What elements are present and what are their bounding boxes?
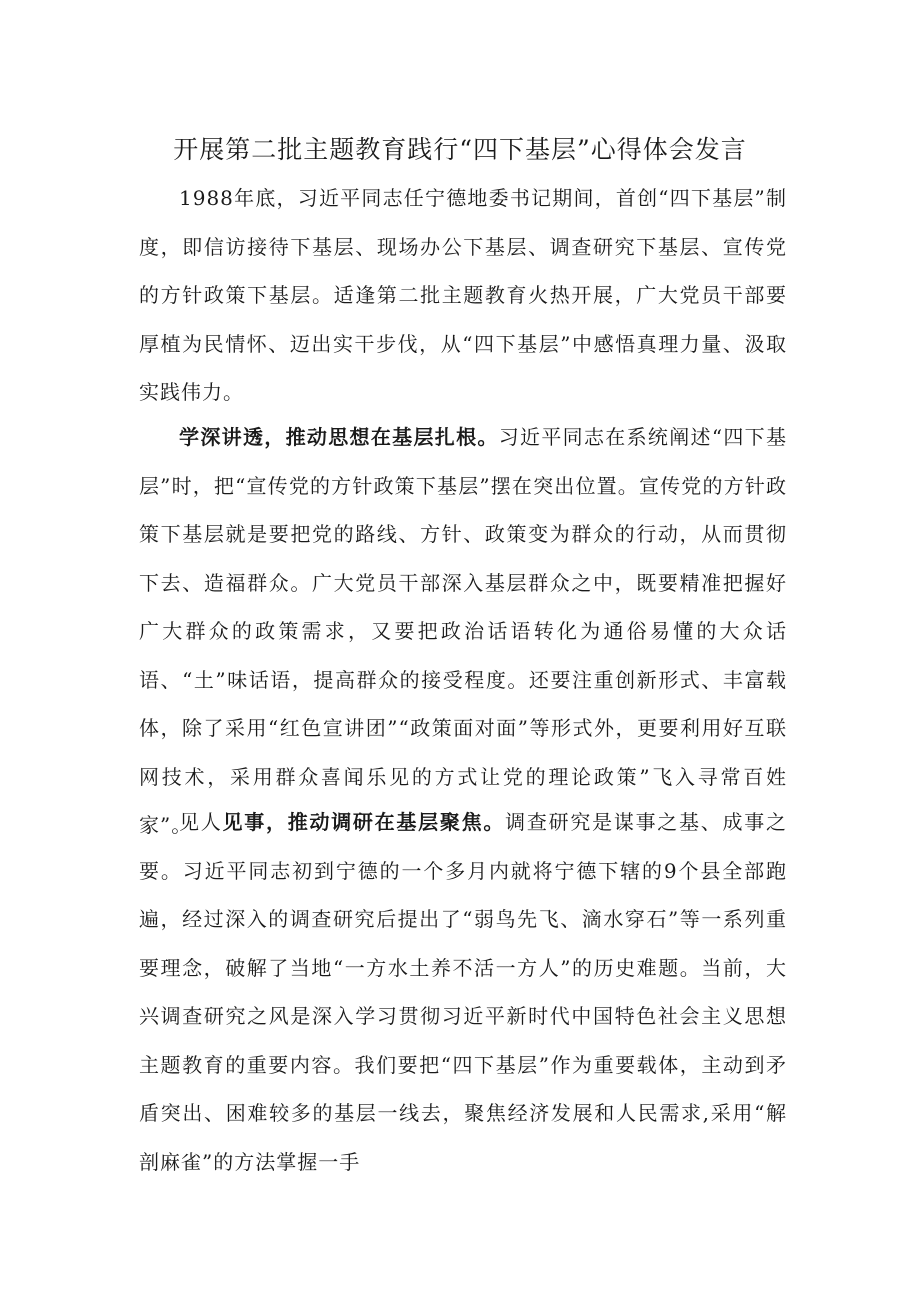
paragraph-study-heading: 学深讲透，推动思想在基层扎根。 (179, 425, 499, 449)
paragraph-study (139, 413, 787, 850)
document-title: 开展第二批主题教育践行“四下基层”心得体会发言 (173, 135, 747, 164)
paragraph-intro-body: 1988年底，习近平同志任宁德地委书记期间，首创“四下基层”制度，即信访接待下基层、现场办公下基层、调查研究下基层、宣传党的方针政策下基层。适逢第二批主题教育火热开展，广大党员干部要厚植为民情怀、迈出实干步伐，从“四下基层”中感悟真理力量、汲取实践伟力。 (139, 186, 787, 404)
paragraph-research (139, 798, 787, 1186)
paragraph-research-prefix: 见人 (179, 810, 223, 834)
paragraph-research-body: 调查研究是谋事之基、成事之要。习近平同志初到宁德的一个多月内就将宁德下辖的9个县全部跑遍，经过深入的调查研究后提出了“弱鸟先飞、滴水穿石”等一系列重要理念，破解了当地“一方水土养不活一方人”的历史难题。当前，大兴调查研究之风是深入学习贯彻习近平新时代中国特色社会主义思想主题教育的重要内容。我们要把“四下基层”作为重要载体，主动到矛盾突出、困难较多的基层一线去，聚焦经济发展和人民需求,采用“解剖麻雀”的方法掌握一手 (139, 810, 788, 1174)
paragraph-research-heading: 见事，推动调研在基层聚焦。 (222, 810, 506, 834)
paragraph-study-body: 习近平同志在系统阐述“四下基层”时，把“宣传党的方针政策下基层”摆在突出位置。宣传党的方针政策下基层就是要把党的路线、方针、政策变为群众的行动，从而贯彻下去、造福群众。广大党员干部深入基层群众之中，既要精准把握好广大群众的政策需求，又要把政治话语转化为通俗易懂的大众话语、“土”味话语，提高群众的接受程度。还要注重创新形式、丰富载体，除了采用“红色宣讲团”“政策面对面”等形式外，更要利用好互联网技术，采用群众喜闻乐见的方式让党的理论政策”飞入寻常百姓家”。 (139, 425, 787, 837)
paragraph-intro (139, 174, 787, 417)
